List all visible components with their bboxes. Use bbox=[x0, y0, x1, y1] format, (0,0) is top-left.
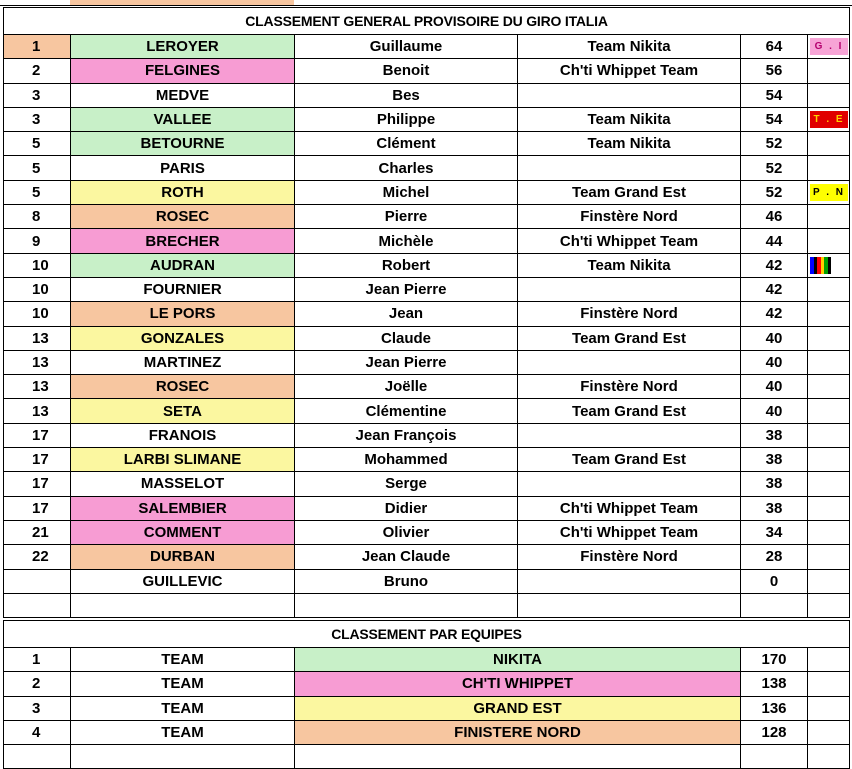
points-cell[interactable]: 40 bbox=[741, 399, 808, 423]
table-row bbox=[4, 350, 850, 374]
team-cell[interactable]: Finstère Nord bbox=[518, 205, 741, 229]
table-row bbox=[4, 132, 850, 156]
team-extra-cell[interactable] bbox=[808, 720, 850, 744]
rank-cell[interactable]: 2 bbox=[4, 59, 71, 83]
first-name-cell[interactable]: Guillaume bbox=[295, 35, 518, 59]
jersey-cell[interactable] bbox=[808, 156, 850, 180]
rider-name-cell[interactable]: BRECHER bbox=[71, 229, 295, 253]
points-cell[interactable]: 38 bbox=[741, 448, 808, 472]
rider-name-cell[interactable]: GONZALES bbox=[71, 326, 295, 350]
jersey-stripe bbox=[828, 257, 832, 274]
rank-cell[interactable]: 10 bbox=[4, 302, 71, 326]
team-cell[interactable] bbox=[518, 350, 741, 374]
jersey-cell[interactable] bbox=[808, 59, 850, 83]
first-name-cell[interactable]: Bes bbox=[295, 83, 518, 107]
rank-cell[interactable]: 8 bbox=[4, 205, 71, 229]
rank-cell[interactable]: 13 bbox=[4, 375, 71, 399]
team-label-cell[interactable]: TEAM bbox=[71, 648, 295, 672]
jersey-badge: T . E bbox=[810, 111, 848, 128]
points-cell[interactable]: 44 bbox=[741, 229, 808, 253]
team-label-cell[interactable]: TEAM bbox=[71, 672, 295, 696]
table-row bbox=[4, 399, 850, 423]
empty-cell[interactable] bbox=[741, 593, 808, 617]
points-cell[interactable]: 0 bbox=[741, 569, 808, 593]
team-rank-cell[interactable]: 1 bbox=[4, 648, 71, 672]
rider-name-cell[interactable]: MASSELOT bbox=[71, 472, 295, 496]
empty-cell[interactable] bbox=[295, 593, 518, 617]
rider-name-cell[interactable]: BETOURNE bbox=[71, 132, 295, 156]
jersey-cell[interactable] bbox=[808, 83, 850, 107]
team-ranking-title[interactable]: CLASSEMENT PAR EQUIPES bbox=[4, 621, 850, 648]
team-rank-cell[interactable]: 2 bbox=[4, 672, 71, 696]
points-cell[interactable]: 40 bbox=[741, 375, 808, 399]
team-rank-cell[interactable]: 4 bbox=[4, 720, 71, 744]
jersey-cell[interactable] bbox=[808, 107, 850, 131]
team-cell[interactable]: Team Grand Est bbox=[518, 326, 741, 350]
jersey-cell[interactable] bbox=[808, 205, 850, 229]
points-cell[interactable]: 56 bbox=[741, 59, 808, 83]
jersey-cell[interactable] bbox=[808, 375, 850, 399]
points-cell[interactable]: 42 bbox=[741, 277, 808, 301]
points-cell[interactable]: 42 bbox=[741, 253, 808, 277]
rank-cell[interactable]: 13 bbox=[4, 399, 71, 423]
points-cell[interactable]: 64 bbox=[741, 35, 808, 59]
rider-name-cell[interactable]: DURBAN bbox=[71, 545, 295, 569]
rider-name-cell[interactable]: MARTINEZ bbox=[71, 350, 295, 374]
jersey-cell[interactable] bbox=[808, 472, 850, 496]
points-cell[interactable]: 52 bbox=[741, 132, 808, 156]
table-row bbox=[4, 59, 850, 83]
jersey-badge: G . I bbox=[810, 38, 848, 55]
team-cell[interactable]: Ch'ti Whippet Team bbox=[518, 496, 741, 520]
empty-cell[interactable] bbox=[808, 593, 850, 617]
team-cell[interactable]: Team Grand Est bbox=[518, 180, 741, 204]
rider-name-cell[interactable]: VALLEE bbox=[71, 107, 295, 131]
jersey-cell[interactable] bbox=[808, 520, 850, 544]
rank-cell[interactable]: 17 bbox=[4, 423, 71, 447]
top-strip bbox=[0, 0, 852, 6]
rank-cell[interactable]: 10 bbox=[4, 277, 71, 301]
table-row bbox=[4, 107, 850, 131]
first-name-cell[interactable]: Jean François bbox=[295, 423, 518, 447]
team-row bbox=[4, 648, 850, 672]
table-row bbox=[4, 569, 850, 593]
table-row bbox=[4, 229, 850, 253]
team-extra-cell[interactable] bbox=[808, 648, 850, 672]
first-name-cell[interactable]: Mohammed bbox=[295, 448, 518, 472]
rider-name-cell[interactable]: ROSEC bbox=[71, 205, 295, 229]
table-row bbox=[4, 326, 850, 350]
jersey-cell[interactable] bbox=[808, 229, 850, 253]
points-cell[interactable]: 54 bbox=[741, 107, 808, 131]
first-name-cell[interactable]: Jean bbox=[295, 302, 518, 326]
points-cell[interactable]: 54 bbox=[741, 83, 808, 107]
team-row bbox=[4, 672, 850, 696]
team-cell[interactable]: Team Nikita bbox=[518, 107, 741, 131]
jersey-cell[interactable] bbox=[808, 496, 850, 520]
rank-cell[interactable]: 10 bbox=[4, 253, 71, 277]
rank-cell[interactable]: 17 bbox=[4, 496, 71, 520]
rank-cell[interactable]: 17 bbox=[4, 472, 71, 496]
jersey-cell[interactable] bbox=[808, 253, 850, 277]
team-label-cell[interactable]: TEAM bbox=[71, 720, 295, 744]
team-points-cell[interactable]: 170 bbox=[741, 648, 808, 672]
rider-name-cell[interactable]: MEDVE bbox=[71, 83, 295, 107]
team-points-cell[interactable]: 138 bbox=[741, 672, 808, 696]
jersey-cell[interactable] bbox=[808, 569, 850, 593]
rider-name-cell[interactable]: ROSEC bbox=[71, 375, 295, 399]
points-cell[interactable]: 38 bbox=[741, 423, 808, 447]
empty-cell[interactable] bbox=[71, 593, 295, 617]
first-name-cell[interactable]: Robert bbox=[295, 253, 518, 277]
table-row bbox=[4, 35, 850, 59]
points-cell[interactable]: 46 bbox=[741, 205, 808, 229]
rider-name-cell[interactable]: AUDRAN bbox=[71, 253, 295, 277]
table-row bbox=[4, 83, 850, 107]
first-name-cell[interactable]: Didier bbox=[295, 496, 518, 520]
first-name-cell[interactable]: Benoit bbox=[295, 59, 518, 83]
team-cell[interactable]: Team Grand Est bbox=[518, 399, 741, 423]
jersey-cell[interactable] bbox=[808, 326, 850, 350]
jersey-badge: P . N bbox=[810, 184, 848, 201]
points-cell[interactable]: 40 bbox=[741, 326, 808, 350]
team-points-cell[interactable]: 128 bbox=[741, 720, 808, 744]
team-rank-cell[interactable]: 3 bbox=[4, 696, 71, 720]
team-extra-cell[interactable] bbox=[808, 672, 850, 696]
jersey-cell[interactable] bbox=[808, 35, 850, 59]
team-cell[interactable]: Team Grand Est bbox=[518, 448, 741, 472]
first-name-cell[interactable]: Philippe bbox=[295, 107, 518, 131]
team-name-cell[interactable]: FINISTERE NORD bbox=[295, 720, 741, 744]
table-row bbox=[4, 496, 850, 520]
team-extra-cell[interactable] bbox=[808, 696, 850, 720]
rider-name-cell[interactable]: SALEMBIER bbox=[71, 496, 295, 520]
team-cell[interactable] bbox=[518, 83, 741, 107]
rank-cell[interactable]: 21 bbox=[4, 520, 71, 544]
first-name-cell[interactable]: Michèle bbox=[295, 229, 518, 253]
table-row bbox=[4, 472, 850, 496]
first-name-cell[interactable]: Olivier bbox=[295, 520, 518, 544]
team-cell[interactable]: Ch'ti Whippet Team bbox=[518, 229, 741, 253]
first-name-cell[interactable]: Jean Claude bbox=[295, 545, 518, 569]
first-name-cell[interactable]: Joëlle bbox=[295, 375, 518, 399]
team-cell[interactable]: Team Nikita bbox=[518, 132, 741, 156]
jersey-cell[interactable] bbox=[808, 423, 850, 447]
empty-cell[interactable] bbox=[4, 593, 71, 617]
rider-name-cell[interactable]: PARIS bbox=[71, 156, 295, 180]
jersey-cell[interactable] bbox=[808, 302, 850, 326]
general-ranking-title[interactable]: CLASSEMENT GENERAL PROVISOIRE DU GIRO ITALIA bbox=[4, 8, 850, 35]
team-cell[interactable]: Ch'ti Whippet Team bbox=[518, 520, 741, 544]
points-cell[interactable]: 28 bbox=[741, 545, 808, 569]
team-cell[interactable]: Team Nikita bbox=[518, 253, 741, 277]
team-cell[interactable]: Team Nikita bbox=[518, 35, 741, 59]
first-name-cell[interactable]: Serge bbox=[295, 472, 518, 496]
team-cell[interactable] bbox=[518, 156, 741, 180]
team-name-cell[interactable]: NIKITA bbox=[295, 648, 741, 672]
points-cell[interactable]: 38 bbox=[741, 472, 808, 496]
empty-row bbox=[4, 745, 850, 769]
rider-name-cell[interactable]: FRANOIS bbox=[71, 423, 295, 447]
jersey-cell[interactable] bbox=[808, 132, 850, 156]
empty-cell[interactable] bbox=[71, 745, 295, 769]
rank-cell[interactable]: 3 bbox=[4, 107, 71, 131]
rank-cell[interactable]: 5 bbox=[4, 180, 71, 204]
rank-cell[interactable]: 9 bbox=[4, 229, 71, 253]
points-cell[interactable]: 34 bbox=[741, 520, 808, 544]
table-row bbox=[4, 375, 850, 399]
first-name-cell[interactable]: Bruno bbox=[295, 569, 518, 593]
team-row bbox=[4, 720, 850, 744]
rank-cell[interactable]: 13 bbox=[4, 350, 71, 374]
jersey-cell[interactable] bbox=[808, 399, 850, 423]
team-ranking-table bbox=[3, 620, 850, 769]
jersey-stripes-icon bbox=[810, 257, 831, 274]
rider-name-cell[interactable]: ROTH bbox=[71, 180, 295, 204]
team-name-cell[interactable]: GRAND EST bbox=[295, 696, 741, 720]
rider-name-cell[interactable]: LE PORS bbox=[71, 302, 295, 326]
first-name-cell[interactable]: Jean Pierre bbox=[295, 350, 518, 374]
table-row bbox=[4, 520, 850, 544]
rider-name-cell[interactable]: FOURNIER bbox=[71, 277, 295, 301]
rank-cell[interactable]: 5 bbox=[4, 156, 71, 180]
points-cell[interactable]: 52 bbox=[741, 156, 808, 180]
empty-cell[interactable] bbox=[808, 745, 850, 769]
rank-cell[interactable]: 13 bbox=[4, 326, 71, 350]
team-cell[interactable]: Finstère Nord bbox=[518, 545, 741, 569]
first-name-cell[interactable]: Clémentine bbox=[295, 399, 518, 423]
first-name-cell[interactable]: Clément bbox=[295, 132, 518, 156]
points-cell[interactable]: 40 bbox=[741, 350, 808, 374]
points-cell[interactable]: 52 bbox=[741, 180, 808, 204]
first-name-cell[interactable]: Michel bbox=[295, 180, 518, 204]
jersey-cell[interactable] bbox=[808, 545, 850, 569]
empty-row bbox=[4, 593, 850, 617]
table-row bbox=[4, 545, 850, 569]
rider-name-cell[interactable]: COMMENT bbox=[71, 520, 295, 544]
general-ranking-table bbox=[3, 7, 850, 618]
rank-cell[interactable]: 5 bbox=[4, 132, 71, 156]
table-row bbox=[4, 423, 850, 447]
first-name-cell[interactable]: Pierre bbox=[295, 205, 518, 229]
points-cell[interactable]: 42 bbox=[741, 302, 808, 326]
team-cell[interactable] bbox=[518, 277, 741, 301]
empty-cell[interactable] bbox=[295, 745, 741, 769]
points-cell[interactable]: 38 bbox=[741, 496, 808, 520]
table-row bbox=[4, 156, 850, 180]
team-points-cell[interactable]: 136 bbox=[741, 696, 808, 720]
team-label-cell[interactable]: TEAM bbox=[71, 696, 295, 720]
team-cell[interactable]: Ch'ti Whippet Team bbox=[518, 59, 741, 83]
table-row bbox=[4, 253, 850, 277]
rank-cell[interactable]: 1 bbox=[4, 35, 71, 59]
team-cell[interactable] bbox=[518, 472, 741, 496]
empty-cell[interactable] bbox=[741, 745, 808, 769]
jersey-cell[interactable] bbox=[808, 277, 850, 301]
table-row bbox=[4, 448, 850, 472]
rank-cell[interactable] bbox=[4, 569, 71, 593]
empty-cell[interactable] bbox=[4, 745, 71, 769]
jersey-cell[interactable] bbox=[808, 448, 850, 472]
rank-cell[interactable]: 17 bbox=[4, 448, 71, 472]
rank-cell[interactable]: 22 bbox=[4, 545, 71, 569]
jersey-cell[interactable] bbox=[808, 350, 850, 374]
team-cell[interactable] bbox=[518, 569, 741, 593]
table-row bbox=[4, 277, 850, 301]
rank-cell[interactable]: 3 bbox=[4, 83, 71, 107]
team-cell[interactable]: Finstère Nord bbox=[518, 302, 741, 326]
rider-name-cell[interactable]: LEROYER bbox=[71, 35, 295, 59]
rider-name-cell[interactable]: LARBI SLIMANE bbox=[71, 448, 295, 472]
table-row bbox=[4, 302, 850, 326]
top-strip-border bbox=[0, 5, 852, 6]
team-cell[interactable]: Finstère Nord bbox=[518, 375, 741, 399]
first-name-cell[interactable]: Jean Pierre bbox=[295, 277, 518, 301]
first-name-cell[interactable]: Claude bbox=[295, 326, 518, 350]
table-row bbox=[4, 205, 850, 229]
table-row bbox=[4, 180, 850, 204]
rider-name-cell[interactable]: GUILLEVIC bbox=[71, 569, 295, 593]
team-cell[interactable] bbox=[518, 423, 741, 447]
team-row bbox=[4, 696, 850, 720]
first-name-cell[interactable]: Charles bbox=[295, 156, 518, 180]
empty-cell[interactable] bbox=[518, 593, 741, 617]
rider-name-cell[interactable]: FELGINES bbox=[71, 59, 295, 83]
team-name-cell[interactable]: CH'TI WHIPPET bbox=[295, 672, 741, 696]
jersey-cell[interactable] bbox=[808, 180, 850, 204]
rider-name-cell[interactable]: SETA bbox=[71, 399, 295, 423]
